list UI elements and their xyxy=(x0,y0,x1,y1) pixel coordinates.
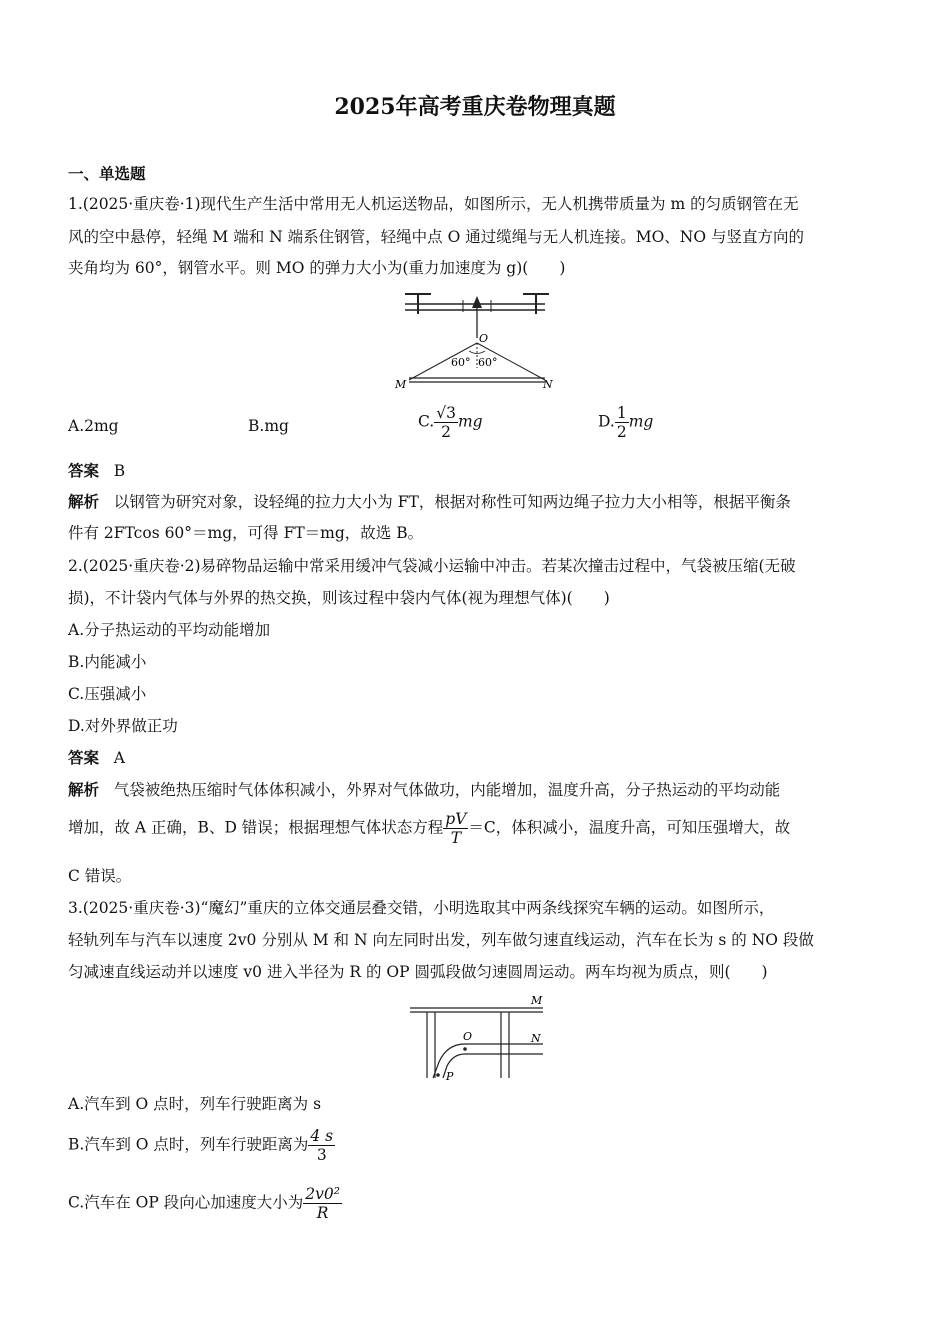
q3-label-P: P xyxy=(446,1070,454,1083)
q3-option-c-fraction: $\frac{\text{2v0²}}{R}$ xyxy=(305,1185,340,1222)
q2-analysis-line-3: C 错误。 xyxy=(68,867,132,885)
q1-label-O: O xyxy=(479,332,489,345)
q2-option-a: A.分子热运动的平均动能增加 xyxy=(68,621,271,639)
q3-stem-line-1: 3.(2025·重庆卷·3)“魔幻”重庆的立体交通层叠交错，小明选取其中两条线探究车辆的运动。如图所示， xyxy=(68,899,775,917)
section-heading: 一、单选题 xyxy=(68,164,146,183)
q1-angle-left: 60° xyxy=(451,356,471,369)
q2-option-c: C.压强减小 xyxy=(68,685,147,703)
q3-option-b-fraction: $\frac{4 s}{3}$ xyxy=(310,1127,334,1164)
q1-option-d: D. $\frac{1}{2}$ mg xyxy=(598,404,654,441)
q1-stem-line-1: 1.(2025·重庆卷·1)现代生产生活中常用无人机运送物品，如图所示，无人机携带质量为 m 的匀质钢管在无 xyxy=(68,195,799,213)
q3-traffic-diagram xyxy=(405,990,550,1085)
q1-stem-line-3: 夹角均为 60°，钢管水平。则 MO 的弹力大小为(重力加速度为 g)( ) xyxy=(68,259,566,277)
q3-option-c: C.汽车在 OP 段向心加速度大小为 $\frac{\text{2v0²}}{R}$ xyxy=(68,1185,340,1222)
q3-option-b: B.汽车到 O 点时，列车行驶距离为 $\frac{4 s}{3}$ xyxy=(68,1127,334,1164)
q2-analysis-line-2: 增加，故 A 正确，B、D 错误；根据理想气体状态方程 $\frac{pV}{T}$ ＝C，体积减小，温度升高，可知压强增大，故 xyxy=(68,810,791,847)
q1-option-a: A.2mg xyxy=(68,417,119,435)
q2-stem-line-2: 损)，不计袋内气体与外界的热交换，则该过程中袋内气体(视为理想气体)( ) xyxy=(68,589,610,607)
q1-angle-right: 60° xyxy=(478,356,498,369)
q2-stem-line-1: 2.(2025·重庆卷·2)易碎物品运输中常采用缓冲气袋减小运输中冲击。若某次撞击过程中，气袋被压缩(无破 xyxy=(68,557,796,575)
q1-analysis-line-2: 件有 2FTcos 60°＝mg，可得 FT＝mg，故选 B。 xyxy=(68,524,424,542)
q3-label-O: O xyxy=(463,1030,473,1043)
q3-stem-line-3: 匀减速直线运动并以速度 v0 进入半径为 R 的 OP 圆弧段做匀速圆周运动。两车均视为质点，则( ) xyxy=(68,963,768,981)
q3-label-N: N xyxy=(531,1032,541,1045)
q1-label-M: M xyxy=(395,378,407,391)
q1-answer: 答案 B xyxy=(68,461,126,480)
q1-option-c: C. $\frac{√3}{2}$ mg xyxy=(418,404,483,441)
q3-stem-line-2: 轻轨列车与汽车以速度 2v0 分别从 M 和 N 向左同时出发，列车做匀速直线运动，汽车在长为 s 的 NO 段做 xyxy=(68,931,814,949)
q3-label-M: M xyxy=(531,994,543,1007)
page-title: 2025年高考重庆卷物理真题 xyxy=(334,94,616,120)
q1-option-b: B.mg xyxy=(248,417,289,435)
q2-option-b: B.内能减小 xyxy=(68,653,147,671)
q1-label-N: N xyxy=(543,378,553,391)
q1-stem-line-2: 风的空中悬停，轻绳 M 端和 N 端系住钢管，轻绳中点 O 通过缆绳与无人机连接。MO、NO 与竖直方向的 xyxy=(68,228,804,246)
q1-drone-diagram xyxy=(395,288,565,398)
q1-option-c-fraction: $\frac{√3}{2}$ xyxy=(436,404,456,441)
q2-option-d: D.对外界做正功 xyxy=(68,717,178,735)
q1-option-d-fraction: $\frac{1}{2}$ xyxy=(616,404,627,441)
q2-analysis-fraction: $\frac{pV}{T}$ xyxy=(445,810,467,847)
q1-analysis-line-1: 解析 以钢管为研究对象，设轻绳的拉力大小为 FT，根据对称性可知两边绳子拉力大小相等，根据平衡条 xyxy=(68,492,791,511)
q2-analysis-line-1: 解析 气袋被绝热压缩时气体体积减小，外界对气体做功，内能增加，温度升高，分子热运动的平均动能 xyxy=(68,780,781,799)
q2-answer: 答案 A xyxy=(68,748,125,767)
q3-option-a: A.汽车到 O 点时，列车行驶距离为 s xyxy=(68,1095,322,1113)
